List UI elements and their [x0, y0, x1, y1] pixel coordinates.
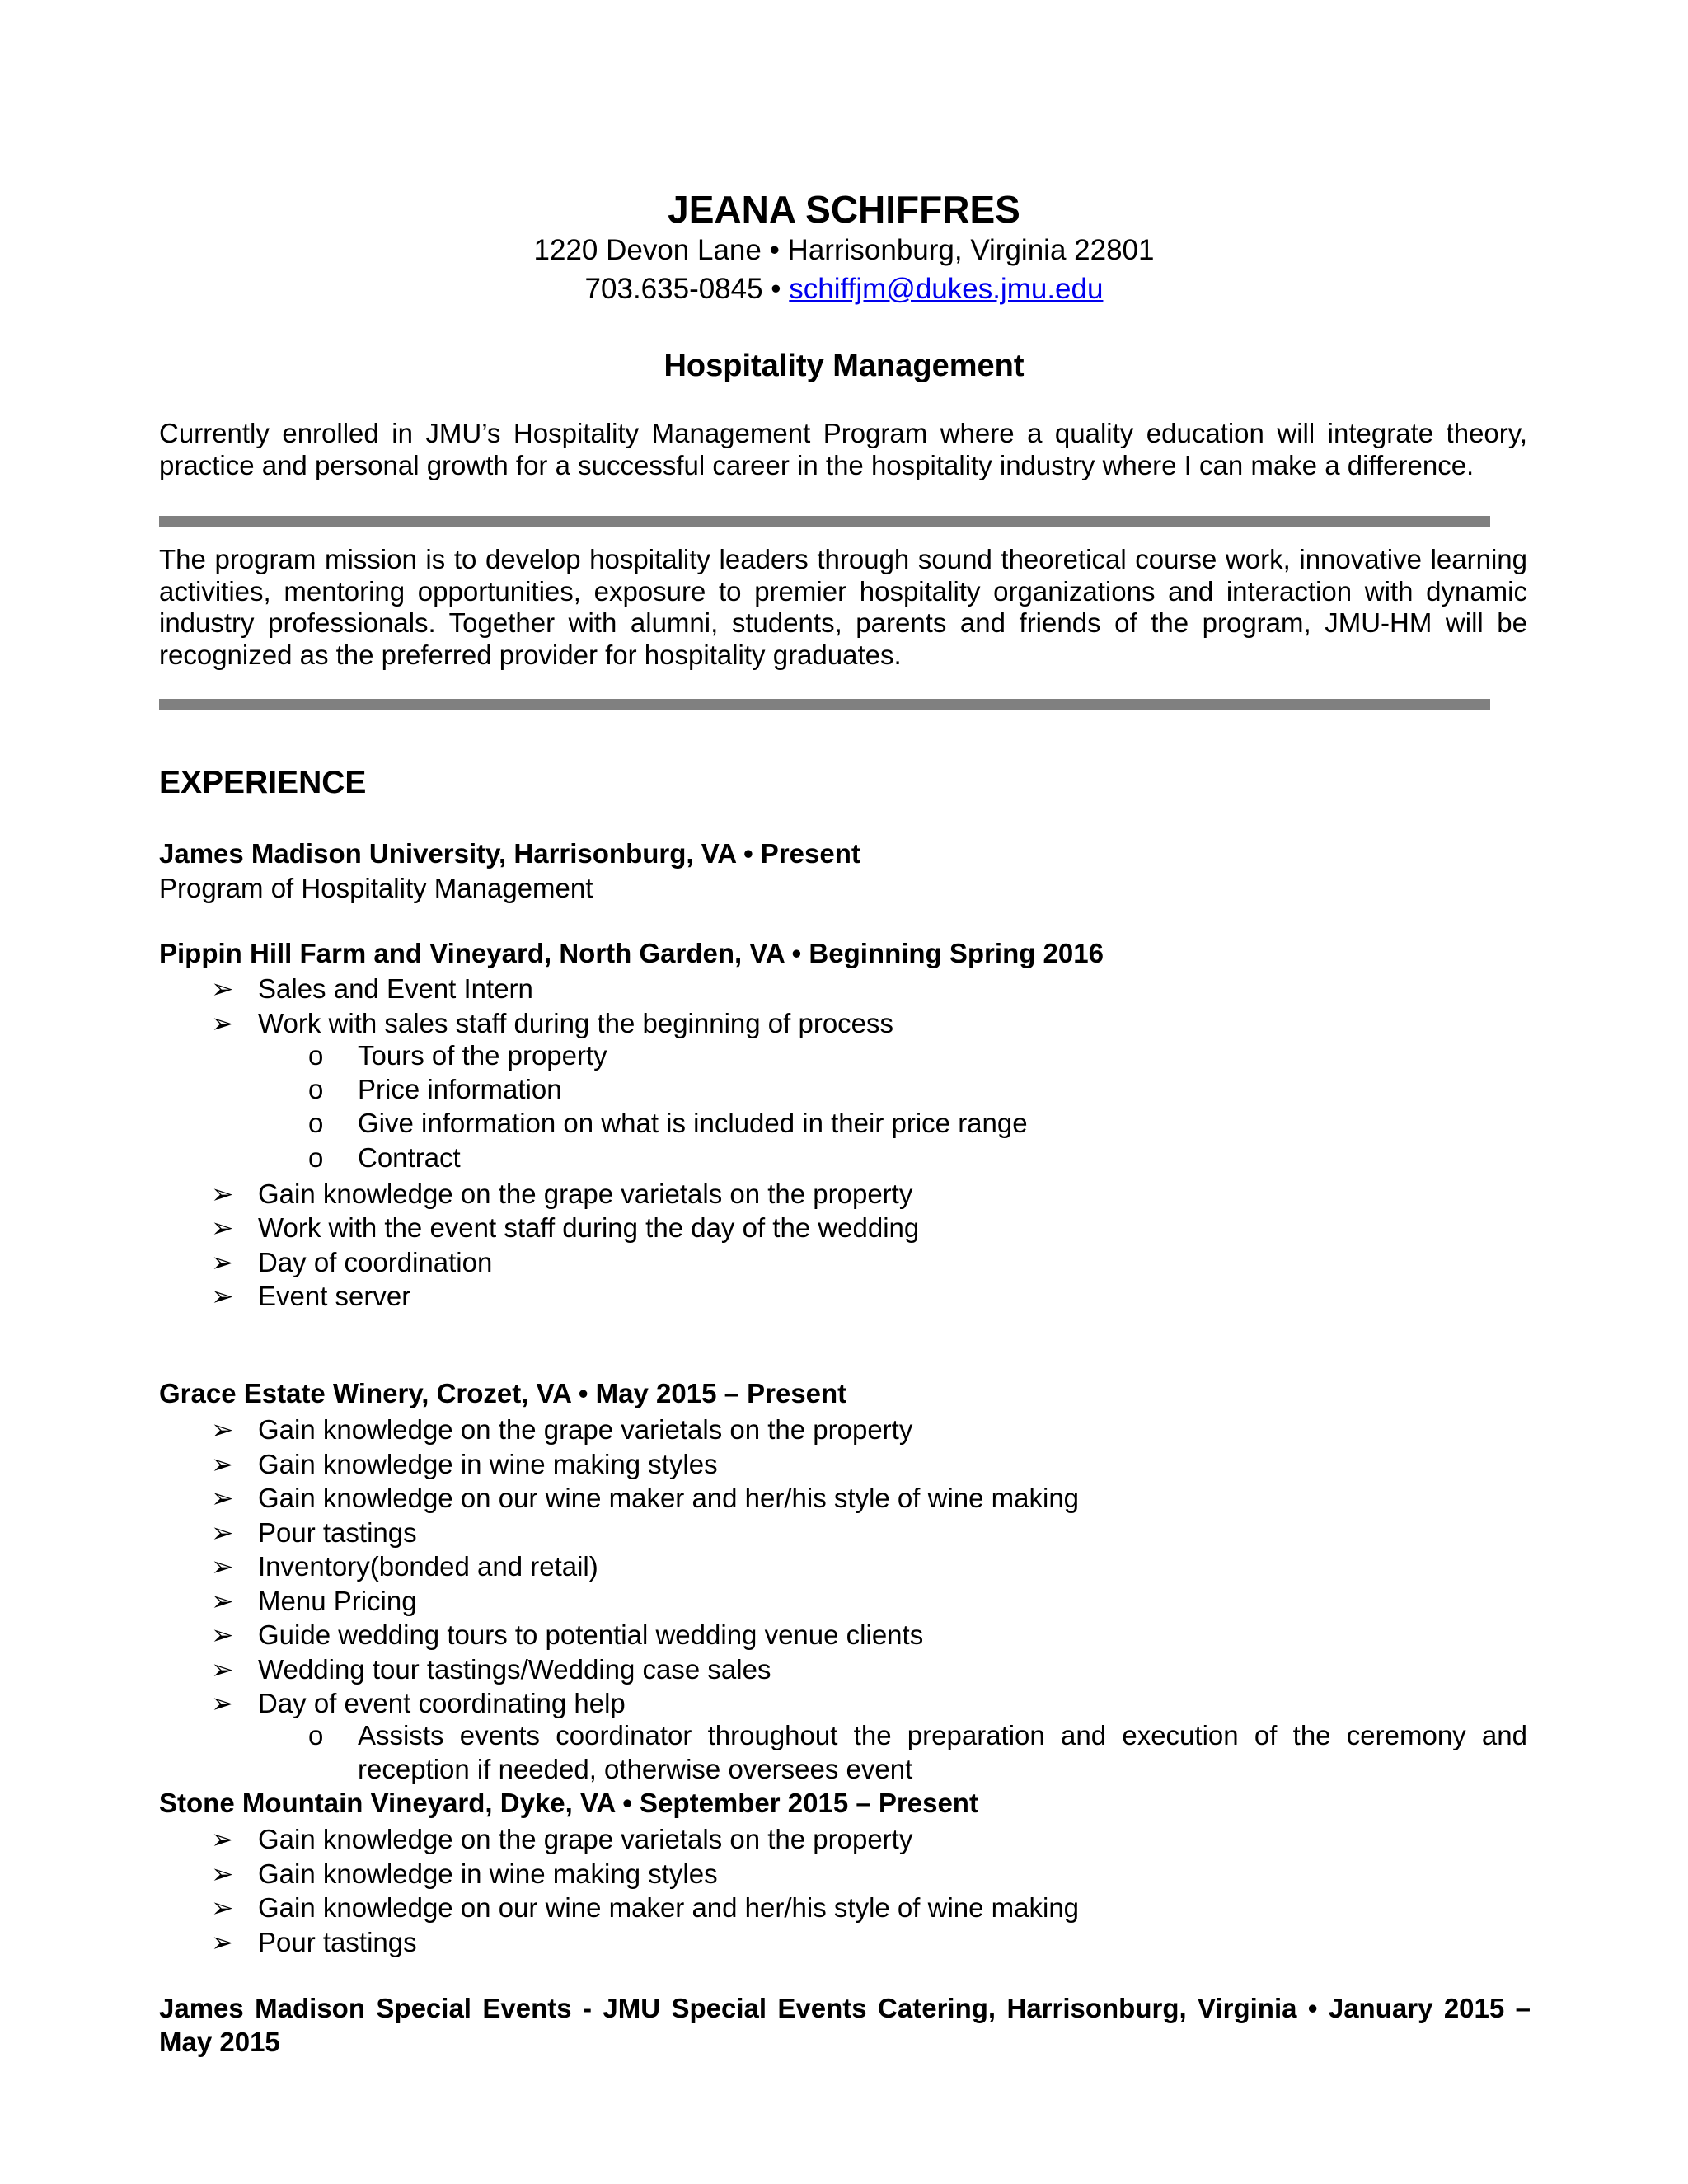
email-link[interactable]: schiffjm@dukes.jmu.edu: [789, 273, 1104, 305]
arrow-bullet-icon: ➢: [211, 1517, 234, 1548]
arrow-bullet-icon: ➢: [211, 1179, 234, 1209]
job-subtitle-jmu: Program of Hospitality Management: [159, 873, 593, 903]
address-line: 1220 Devon Lane • Harrisonburg, Virginia 22801: [533, 234, 1155, 266]
experience-heading: EXPERIENCE: [159, 765, 367, 800]
arrow-bullet-icon: ➢: [211, 1586, 234, 1616]
divider-2: [159, 699, 1490, 710]
arrow-bullet-icon: ➢: [211, 1449, 234, 1479]
arrow-bullet-icon: ➢: [211, 1414, 234, 1445]
arrow-bullet-icon: ➢: [211, 1483, 234, 1513]
job-heading-stone-mountain: Stone Mountain Vineyard, Dyke, VA • September 2015 – Present: [159, 1788, 978, 1818]
circle-bullet-icon: o: [308, 1074, 324, 1104]
arrow-bullet-icon: ➢: [211, 1212, 234, 1243]
job-heading-jmu-special-events: James Madison Special Events - JMU Special Events Catering, Harrisonburg, Virginia • January 2015 – May 2015: [159, 1993, 1531, 2057]
arrow-bullet-icon: ➢: [211, 1858, 234, 1889]
resume-page: JEANA SCHIFFRES 1220 Devon Lane • Harrisonburg, Virginia 22801 703.635-0845 • schiffjm@dukes.jmu.edu Hospitality Management Currently enrolled in JMU’s Hospitality Management Program where a quality education will integrate theory, practice and personal growth for a successful career in the hospitality industry where I can make a difference. The program mission is to develop hospitality leaders through sound theoretical course work, innovative learning activities, mentoring opportunities, exposure to premier hospitality organizations and interaction with dynamic industry professionals. Together with alumni, students, parents and friends of the program, JMU-HM will be recognized as the preferred provider for hospitality graduates. EXPERIENCE James Madison University, Harrisonburg, VA • Present Program of Hospitality Management Pippin Hill Farm and Vineyard, North Garden, VA • Beginning Spring 2016 ➢ Sales and Event Intern ➢ Work with sales staff during the beginning of process o Tours of the property o Price information o Give information on what is included in their price range o Contract ➢ Gain knowledge on the grape varietals on the property ➢ Work with the event staff during the day of the wedding ➢ Day of coordination ➢ Event server Grace Estate Winery, Crozet, VA • May 2015 – Present ➢ Gain knowledge on the grape varietals on the property ➢ Gain knowledge in wine making styles ➢ Gain knowledge on our wine maker and her/his style of wine making ➢ Pour tastings ➢ Inventory(bonded and retail) ➢ Menu Pricing ➢ Guide wedding tours to potential wedding venue clients ➢ Wedding tour tastings/Wedding case sales ➢ Day of event coordinating help o Assists events coordinator throughout the preparation and execution of the ceremony and reception if needed, otherwise oversees event Stone Mountain Vineyard, Dyke, VA • September 2015 – Present ➢ Gain knowledge on the grape varietals on the property ➢ Gain knowledge in wine making styles ➢ Gain knowledge on our wine maker and her/his style of wine making ➢ Pour tastings James Madison Special Events - JMU Special Events Catering, Harrisonburg, Virginia • January 2015 – May 2015: [0, 0, 1688, 2184]
arrow-bullet-icon: ➢: [211, 1892, 234, 1923]
subtitle: Hospitality Management: [663, 349, 1025, 383]
arrow-bullet-icon: ➢: [211, 1551, 234, 1582]
circle-bullet-icon: o: [308, 1108, 324, 1138]
job-heading-jmu: James Madison University, Harrisonburg, VA • Present: [159, 838, 860, 869]
job-heading-pippin-hill: Pippin Hill Farm and Vineyard, North Garden, VA • Beginning Spring 2016: [159, 938, 1104, 968]
phone-number: 703.635-0845 •: [584, 273, 781, 305]
circle-bullet-icon: o: [308, 1720, 324, 1750]
circle-bullet-icon: o: [308, 1040, 324, 1071]
arrow-bullet-icon: ➢: [211, 1654, 234, 1685]
circle-bullet-icon: o: [308, 1142, 324, 1173]
arrow-bullet-icon: ➢: [211, 973, 234, 1004]
arrow-bullet-icon: ➢: [211, 1008, 234, 1038]
arrow-bullet-icon: ➢: [211, 1281, 234, 1311]
contact-line: [0, 271, 1688, 307]
objective-paragraph: Currently enrolled in JMU’s Hospitality Management Program where a quality education will integrate theory, practice and personal growth for a successful career in the hospitality industry where I can make a difference.: [159, 418, 1527, 480]
arrow-bullet-icon: ➢: [211, 1688, 234, 1718]
candidate-name: JEANA SCHIFFRES: [668, 188, 1020, 231]
arrow-bullet-icon: ➢: [211, 1247, 234, 1277]
mission-paragraph: The program mission is to develop hospitality leaders through sound theoretical course work, innovative learning activities, mentoring opportunities, exposure to premier hospitality organizations and interaction with dynamic industry professionals. Together with alumni, students, parents and friends of the program, JMU-HM will be recognized as the preferred provider for hospitality graduates.: [159, 544, 1527, 670]
divider-1: [159, 516, 1490, 527]
job-heading-grace-estate: Grace Estate Winery, Crozet, VA • May 2015 – Present: [159, 1378, 847, 1408]
arrow-bullet-icon: ➢: [211, 1927, 234, 1957]
arrow-bullet-icon: ➢: [211, 1619, 234, 1650]
arrow-bullet-icon: ➢: [211, 1824, 234, 1854]
